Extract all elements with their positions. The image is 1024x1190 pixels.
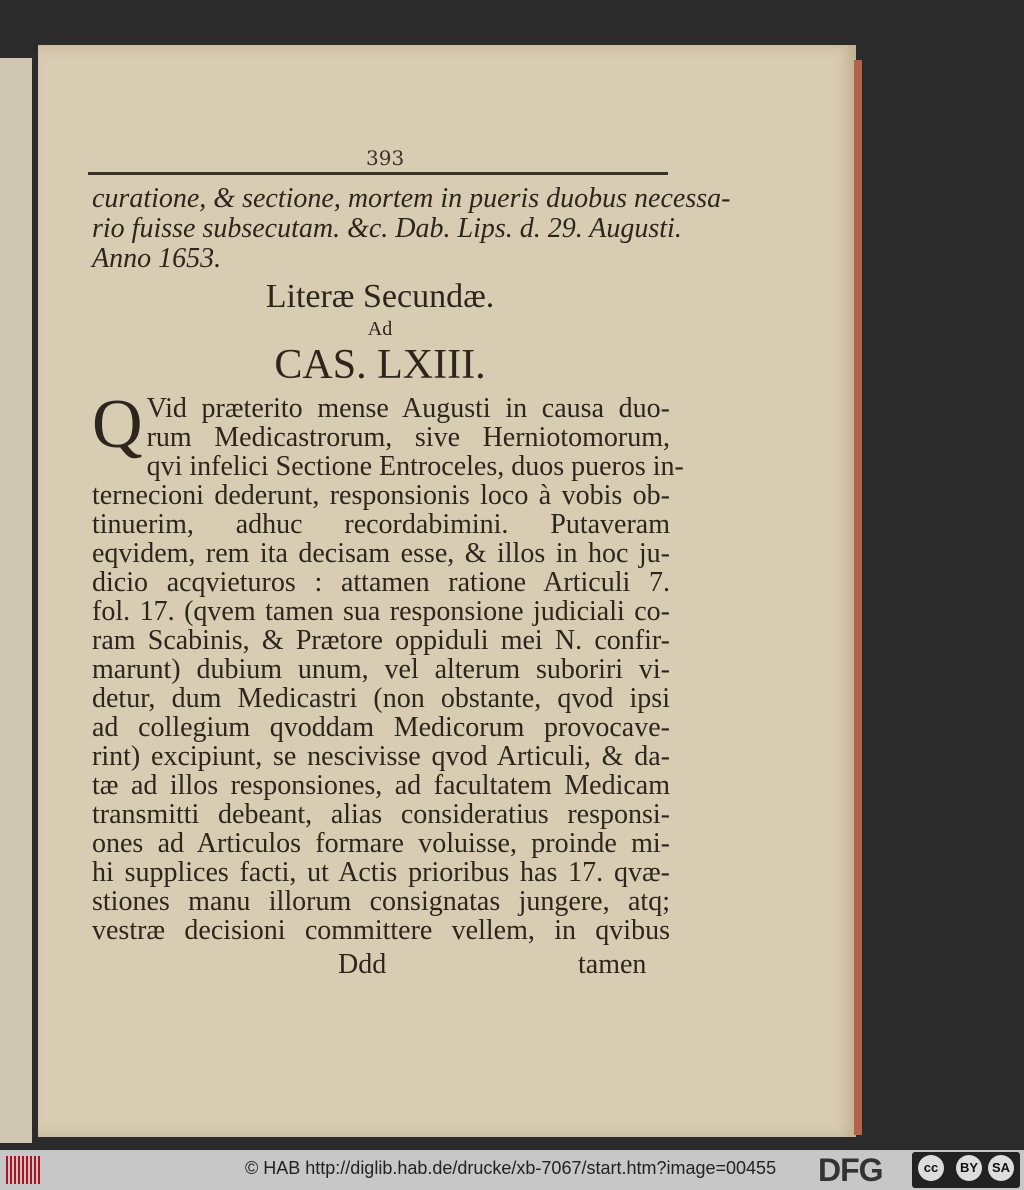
heading-ad: Ad — [367, 318, 393, 340]
text-line: marunt) dubium unum, vel alterum suboriri vi- — [92, 654, 670, 685]
cc-icon: cc — [918, 1155, 944, 1181]
by-icon: BY — [956, 1155, 982, 1181]
heading-title: Literæ Secundæ. — [265, 278, 495, 315]
text-line: Vid præterito mense Augusti in causa duo- — [146, 393, 670, 424]
text-line: rio fuisse subsecutam. &c. Dab. Lips. d. 29. Augusti. — [92, 213, 682, 244]
copyright-link[interactable]: © HAB http://diglib.hab.de/drucke/xb-7067/start.htm?image=00455 — [245, 1158, 777, 1178]
page-red-edge — [854, 60, 862, 1135]
text-line: rum Medicastrorum, sive Herniotomorum, — [146, 422, 670, 453]
text-line: transmitti debeant, alias consideratius responsi- — [92, 799, 670, 830]
text-line: tæ ad illos responsiones, ad facultatem Medicam — [92, 770, 670, 801]
text-line: Anno 1653. — [92, 243, 222, 274]
page-number: 393 — [366, 146, 405, 170]
continuation-text — [92, 183, 731, 274]
sa-icon: SA — [988, 1155, 1014, 1181]
text-line: vestræ decisioni committere vellem, in qvibus — [92, 915, 670, 946]
text-line: ternecioni dederunt, responsionis loco à vobis ob- — [92, 480, 670, 511]
text-line: hi supplices facti, ut Actis prioribus has 17. qvæ- — [92, 857, 670, 888]
text-line: eqvidem, rem ita decisam esse, & illos in hoc ju- — [92, 538, 670, 569]
hab-logo-icon — [6, 1156, 42, 1184]
footer-bar — [0, 1150, 1024, 1190]
text-line: stiones manu illorum consignatas jungere, atq; — [92, 886, 670, 917]
text-line: qvi infelici Sectione Entroceles, duos pueros in- — [146, 451, 684, 482]
cc-license-badge[interactable] — [912, 1152, 1020, 1188]
text-line: ad collegium qvoddam Medicorum provocave- — [92, 712, 670, 743]
signature-mark: Ddd — [338, 949, 387, 980]
dfg-logo: DFG — [818, 1152, 883, 1188]
text-line: dicio acqvieturos : attamen ratione Articuli 7. — [92, 567, 670, 598]
catchword: tamen — [578, 949, 647, 980]
header-rule — [88, 172, 668, 175]
body-text — [92, 386, 684, 946]
text-line: rint) excipiunt, se nescivisse qvod Articuli, & da- — [92, 741, 670, 772]
drop-cap: Q — [92, 386, 143, 463]
text-line: ones ad Articulos formare voluisse, proinde mi- — [92, 828, 670, 859]
text-line: ram Scabinis, & Prætore oppiduli mei N. confir- — [92, 625, 670, 656]
text-line: curatione, & sectione, mortem in pueris duobus necessa- — [92, 183, 731, 214]
heading-case: CAS. LXIII. — [274, 342, 486, 388]
facing-page-edge — [0, 58, 32, 1143]
text-line: tinuerim, adhuc recordabimini. Putaveram — [92, 509, 670, 540]
text-line: fol. 17. (qvem tamen sua responsione judiciali co- — [92, 596, 670, 627]
text-line: detur, dum Medicastri (non obstante, qvod ipsi — [92, 683, 670, 714]
